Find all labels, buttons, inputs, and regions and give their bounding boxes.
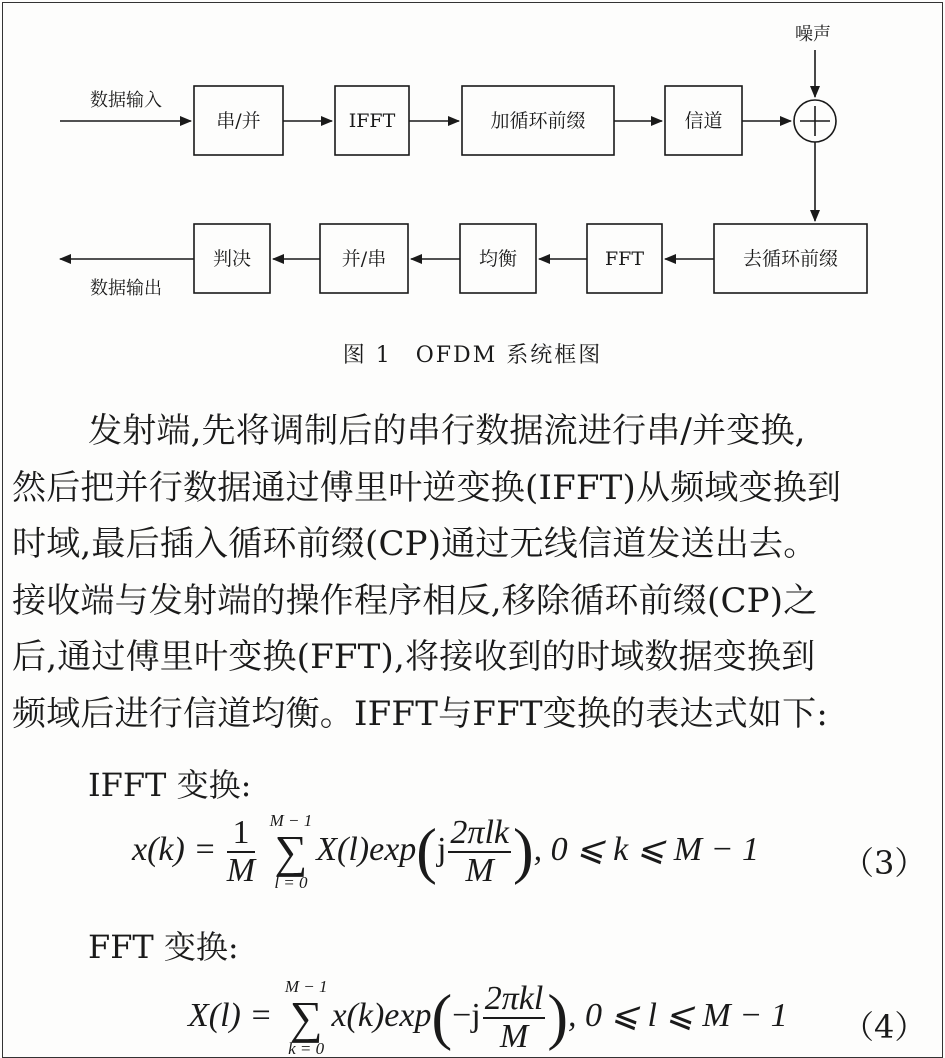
- eq-exponent-fraction: $\frac{\text{2πlk}}{M}$: [450, 814, 509, 889]
- eq-body: X(l)exp: [316, 830, 417, 868]
- body-paragraph: [12, 403, 927, 742]
- ofdm-block-diagram: [0, 0, 945, 330]
- eq-fraction: $\frac{1}{M}$: [226, 814, 256, 889]
- eq-body: x(k)exp: [331, 996, 432, 1034]
- box-label: 判决: [212, 248, 252, 270]
- paragraph-line: 接收端与发射端的操作程序相反,移除循环前缀(CP)之: [12, 580, 818, 621]
- paragraph-line: 发射端,先将调制后的串行数据流进行串/并变换,: [88, 411, 806, 451]
- equation-3: x(k) = $\frac{1}{M}$ M − 1 ∑ l = 0 X(l)exp(j $\frac{\text{2πlk}}{M}$ ), 0 ⩽ k ⩽ M − 1: [132, 811, 759, 892]
- noise-label: 噪声: [795, 24, 831, 45]
- box-label: 串/并: [216, 110, 261, 132]
- paragraph-line: 然后把并行数据通过傅里叶逆变换(IFFT)从频域变换到: [12, 467, 842, 508]
- box-label: 加循环前缀: [490, 110, 586, 132]
- summation: M − 1 ∑ l = 0: [269, 811, 313, 892]
- eq-lhs: X(l) =: [188, 996, 273, 1034]
- equation-number: （4）: [842, 1008, 927, 1046]
- figure-caption: 图 1 OFDM 系统框图: [342, 343, 603, 368]
- box-label: FFT: [604, 248, 645, 270]
- paragraph-line: 频域后进行信道均衡。IFFT与FFT变换的表达式如下:: [12, 693, 829, 734]
- eq-lhs: x(k) =: [132, 830, 217, 868]
- eq-exponent-fraction: $\frac{\text{2πkl}}{M}$: [484, 980, 544, 1055]
- fft-section-label: FFT 变换:: [88, 928, 239, 966]
- summation: M − 1 ∑ k = 0: [284, 977, 328, 1058]
- equation-4: X(l) = M − 1 ∑ k = 0 x(k)exp(−j $\frac{\text{2πkl}}{M}$ ), 0 ⩽ l ⩽ M − 1: [188, 977, 788, 1058]
- eq-condition: , 0 ⩽ l ⩽ M − 1: [567, 996, 788, 1034]
- eq-imag-unit: j: [436, 830, 447, 868]
- box-label: 去循环前缀: [742, 248, 839, 270]
- box-label: 均衡: [478, 248, 518, 270]
- output-label: 数据输出: [90, 278, 162, 299]
- paragraph-line: 时域,最后插入循环前缀(CP)通过无线信道发送出去。: [12, 524, 818, 564]
- eq-imag-unit: −j: [452, 996, 481, 1034]
- box-label: IFFT: [348, 110, 396, 132]
- box-label: 并/串: [341, 248, 387, 270]
- equation-number: （3）: [842, 844, 927, 882]
- paragraph-line: 后,通过傅里叶变换(FFT),将接收到的时域数据变换到: [12, 637, 816, 677]
- eq-condition: , 0 ⩽ k ⩽ M − 1: [533, 830, 759, 868]
- ifft-section-label: IFFT 变换:: [88, 766, 252, 804]
- box-label: 信道: [684, 110, 723, 132]
- input-label: 数据输入: [90, 90, 162, 111]
